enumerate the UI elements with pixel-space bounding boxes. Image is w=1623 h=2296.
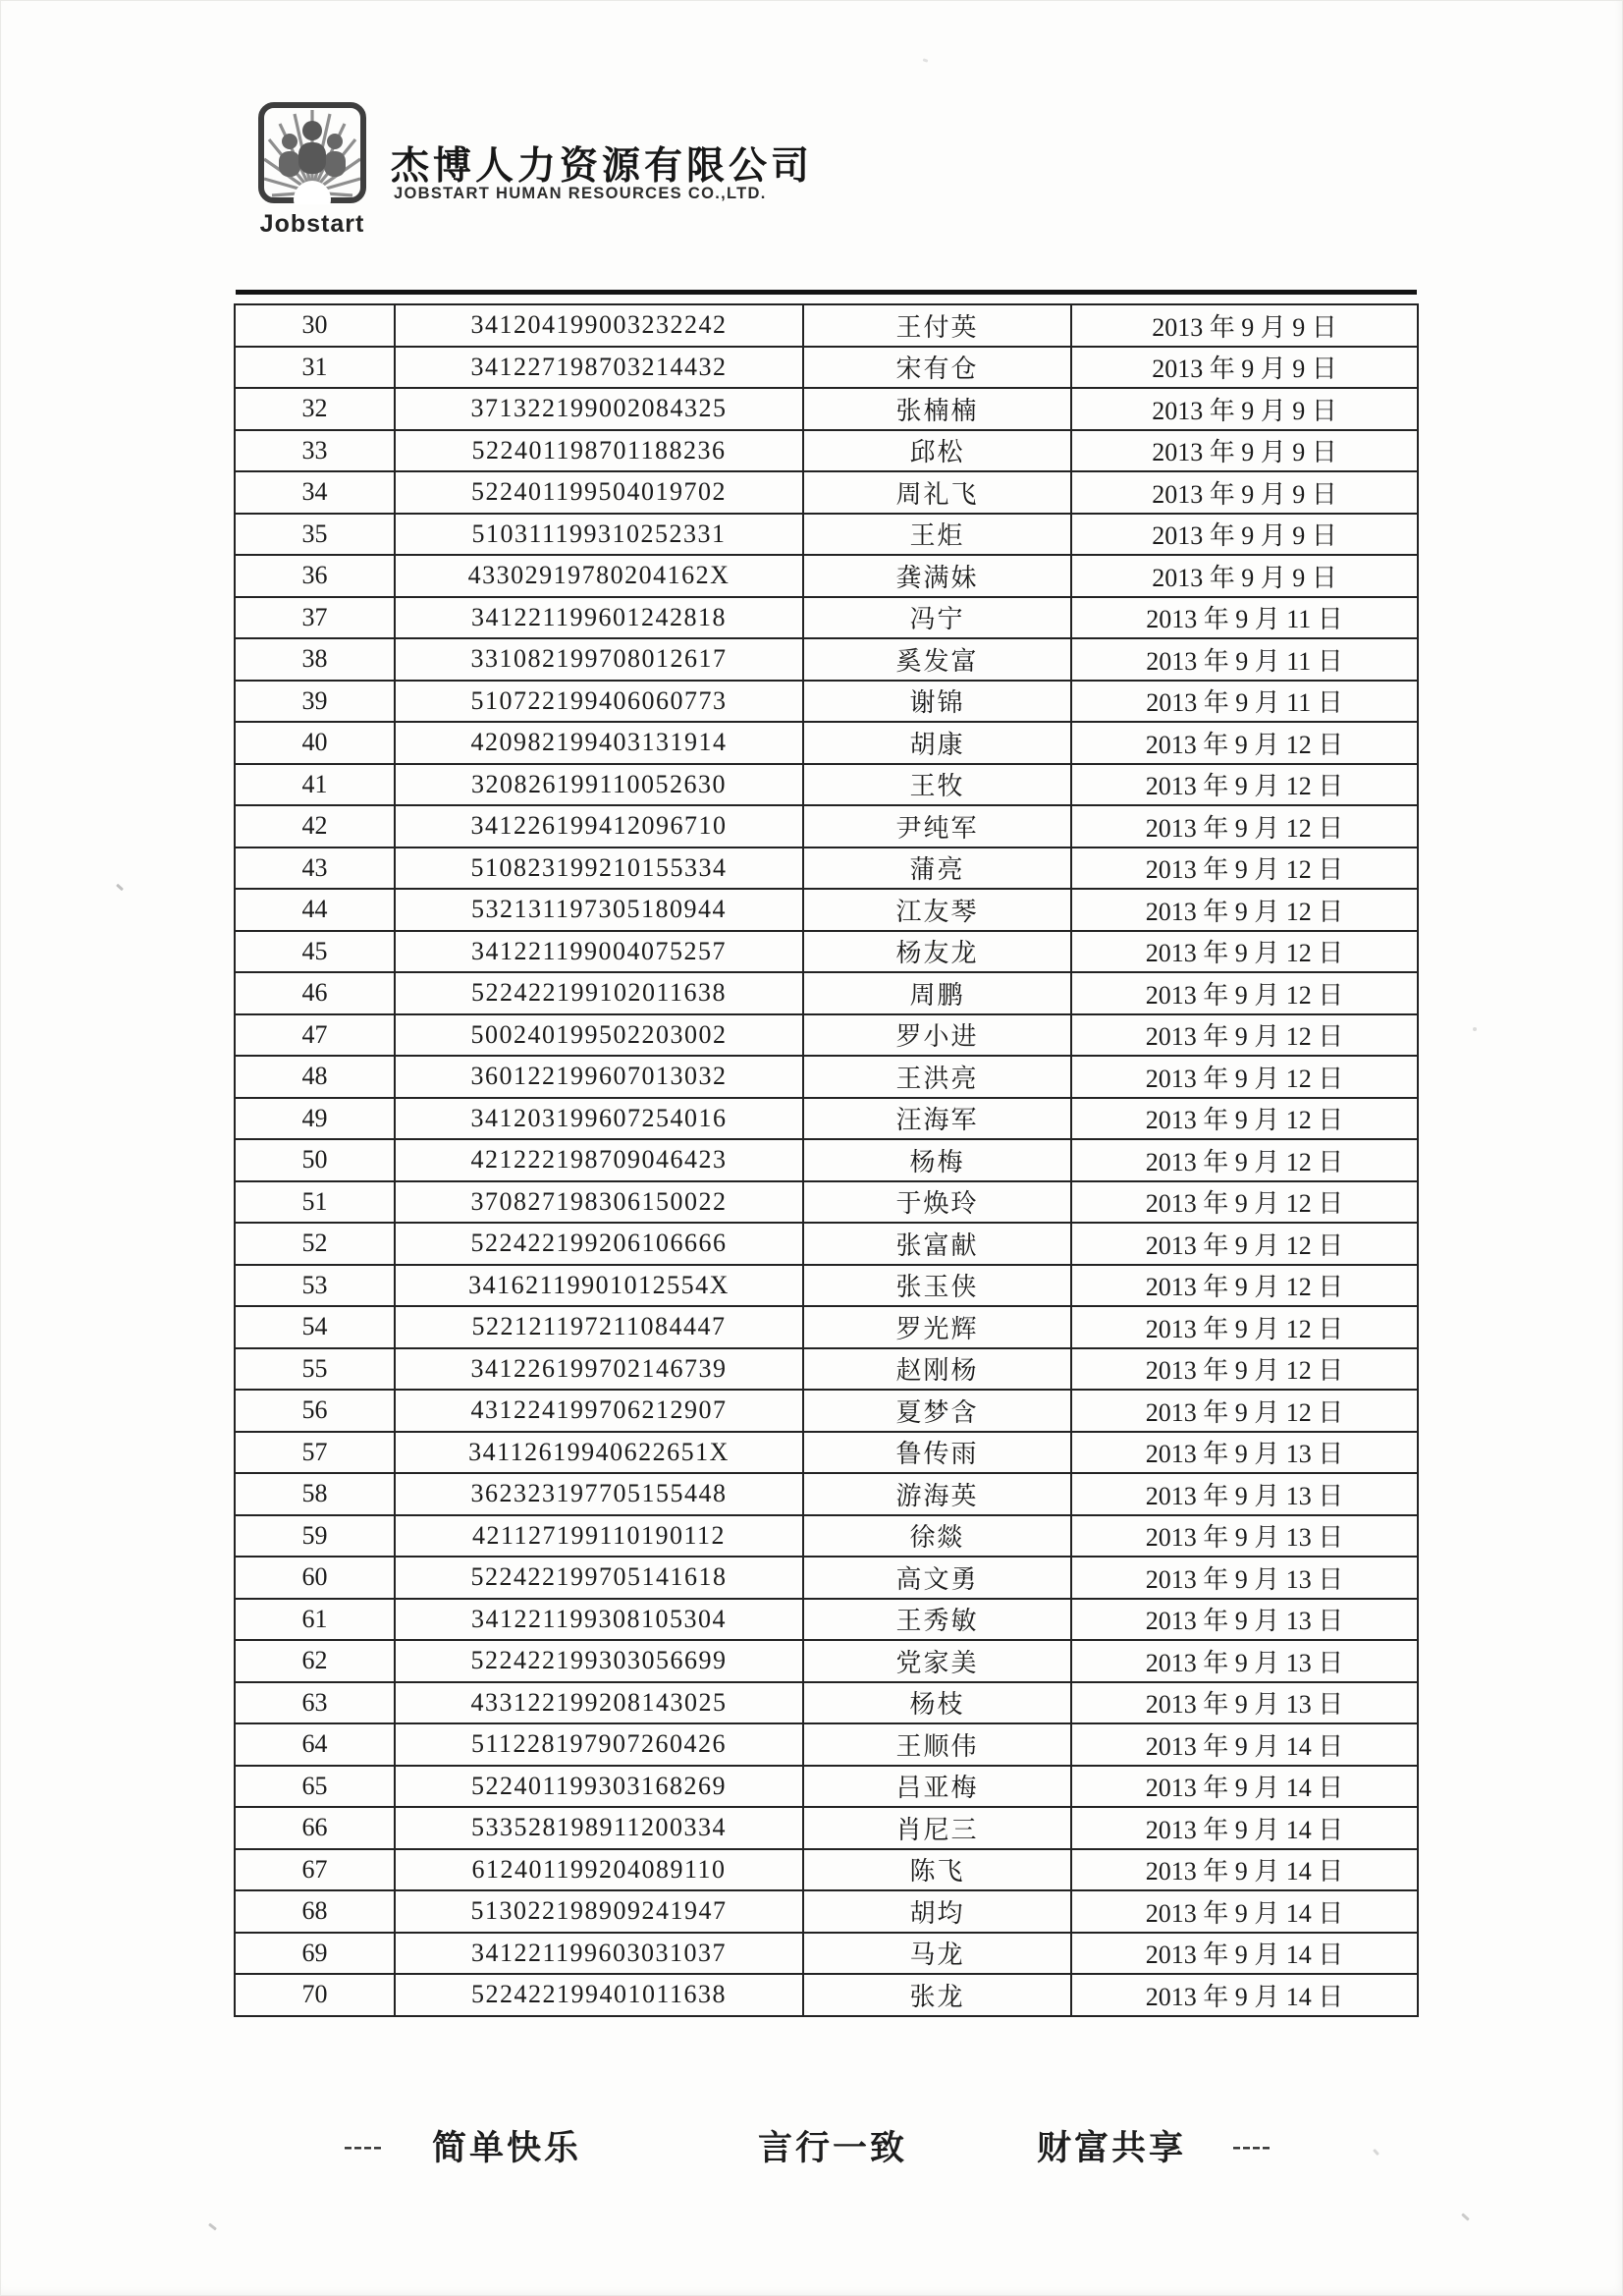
name-cell: 奚发富 [803, 638, 1071, 681]
name-cell: 汪海军 [803, 1098, 1071, 1140]
date-cell: 2013 年 9 月 12 日 [1071, 972, 1418, 1014]
date-cell: 2013 年 9 月 12 日 [1071, 1306, 1418, 1348]
row-number-cell: 38 [235, 638, 395, 681]
table-row [235, 1098, 1418, 1140]
id-number-cell: 510311199310252331 [395, 514, 803, 556]
name-cell: 尹纯军 [803, 805, 1071, 847]
table-row [235, 1682, 1418, 1724]
row-number-cell: 48 [235, 1056, 395, 1098]
name-cell: 高文勇 [803, 1557, 1071, 1599]
id-number-cell: 341226199412096710 [395, 805, 803, 847]
name-cell: 张玉侠 [803, 1265, 1071, 1307]
row-number-cell: 43 [235, 847, 395, 890]
id-number-cell: 431224199706212907 [395, 1390, 803, 1432]
row-number-cell: 39 [235, 681, 395, 723]
id-number-cell: 421127199110190112 [395, 1515, 803, 1558]
name-cell: 马龙 [803, 1933, 1071, 1975]
date-cell: 2013 年 9 月 12 日 [1071, 722, 1418, 764]
date-cell: 2013 年 9 月 12 日 [1071, 1056, 1418, 1098]
name-cell: 冯宁 [803, 597, 1071, 639]
table-row [235, 1139, 1418, 1181]
row-number-cell: 40 [235, 722, 395, 764]
id-number-cell: 331082199708012617 [395, 638, 803, 681]
row-number-cell: 46 [235, 972, 395, 1014]
id-number-cell: 522422199705141618 [395, 1557, 803, 1599]
table-row [235, 764, 1418, 806]
table-row [235, 1348, 1418, 1391]
scan-speckle [208, 2223, 217, 2231]
date-cell: 2013 年 9 月 13 日 [1071, 1432, 1418, 1474]
id-number-cell: 522121197211084447 [395, 1306, 803, 1348]
name-cell: 蒲亮 [803, 847, 1071, 890]
row-number-cell: 52 [235, 1223, 395, 1265]
name-cell: 吕亚梅 [803, 1766, 1071, 1808]
row-number-cell: 53 [235, 1265, 395, 1307]
scan-speckle [1373, 2149, 1380, 2156]
id-number-cell: 522422199102011638 [395, 972, 803, 1014]
date-cell: 2013 年 9 月 14 日 [1071, 1766, 1418, 1808]
name-cell: 王付英 [803, 304, 1071, 347]
table-row [235, 681, 1418, 723]
row-number-cell: 49 [235, 1098, 395, 1140]
row-number-cell: 61 [235, 1599, 395, 1641]
table-row [235, 1807, 1418, 1849]
row-number-cell: 36 [235, 555, 395, 597]
id-number-cell: 513022198909241947 [395, 1890, 803, 1933]
table-row [235, 471, 1418, 514]
id-number-cell: 371322199002084325 [395, 388, 803, 430]
table-row [235, 1640, 1418, 1682]
id-number-cell: 420982199403131914 [395, 722, 803, 764]
row-number-cell: 47 [235, 1014, 395, 1057]
table-row [235, 1974, 1418, 2016]
name-cell: 鲁传雨 [803, 1432, 1071, 1474]
letterhead-rule [236, 290, 1417, 295]
name-cell: 陈飞 [803, 1849, 1071, 1891]
scan-speckle [1473, 1027, 1477, 1031]
name-cell: 胡均 [803, 1890, 1071, 1933]
id-number-cell: 341221199601242818 [395, 597, 803, 639]
date-cell: 2013 年 9 月 14 日 [1071, 1849, 1418, 1891]
id-number-cell: 341221199004075257 [395, 931, 803, 973]
name-cell: 王炬 [803, 514, 1071, 556]
date-cell: 2013 年 9 月 11 日 [1071, 638, 1418, 681]
date-cell: 2013 年 9 月 13 日 [1071, 1599, 1418, 1641]
row-number-cell: 37 [235, 597, 395, 639]
scan-speckle [116, 884, 124, 892]
row-number-cell: 54 [235, 1306, 395, 1348]
row-number-cell: 41 [235, 764, 395, 806]
row-number-cell: 34 [235, 471, 395, 514]
table-row [235, 889, 1418, 931]
date-cell: 2013 年 9 月 12 日 [1071, 805, 1418, 847]
name-cell: 王洪亮 [803, 1056, 1071, 1098]
name-cell: 于焕玲 [803, 1181, 1071, 1224]
row-number-cell: 60 [235, 1557, 395, 1599]
name-cell: 罗光辉 [803, 1306, 1071, 1348]
row-number-cell: 65 [235, 1766, 395, 1808]
jobstart-logo-icon [254, 191, 370, 208]
name-cell: 邱松 [803, 430, 1071, 472]
date-cell: 2013 年 9 月 12 日 [1071, 1223, 1418, 1265]
row-number-cell: 33 [235, 430, 395, 472]
row-number-cell: 45 [235, 931, 395, 973]
date-cell: 2013 年 9 月 9 日 [1071, 430, 1418, 472]
date-cell: 2013 年 9 月 13 日 [1071, 1557, 1418, 1599]
date-cell: 2013 年 9 月 13 日 [1071, 1640, 1418, 1682]
table-row [235, 347, 1418, 389]
name-cell: 江友琴 [803, 889, 1071, 931]
footer-dashes-right: ---- [1232, 2131, 1271, 2160]
name-cell: 张龙 [803, 1974, 1071, 2016]
id-number-cell: 341227198703214432 [395, 347, 803, 389]
id-number-cell: 511228197907260426 [395, 1723, 803, 1766]
table-row [235, 722, 1418, 764]
date-cell: 2013 年 9 月 14 日 [1071, 1933, 1418, 1975]
scan-speckle [1461, 2213, 1470, 2220]
id-number-cell: 341226199702146739 [395, 1348, 803, 1391]
name-cell: 谢锦 [803, 681, 1071, 723]
id-number-cell: 522422199303056699 [395, 1640, 803, 1682]
row-number-cell: 70 [235, 1974, 395, 2016]
row-number-cell: 58 [235, 1473, 395, 1515]
date-cell: 2013 年 9 月 13 日 [1071, 1682, 1418, 1724]
date-cell: 2013 年 9 月 12 日 [1071, 889, 1418, 931]
id-number-cell: 522401199303168269 [395, 1766, 803, 1808]
date-cell: 2013 年 9 月 12 日 [1071, 1014, 1418, 1057]
name-cell: 徐燚 [803, 1515, 1071, 1558]
date-cell: 2013 年 9 月 13 日 [1071, 1473, 1418, 1515]
id-number-cell: 522401198701188236 [395, 430, 803, 472]
table-row [235, 805, 1418, 847]
name-cell: 赵刚杨 [803, 1348, 1071, 1391]
date-cell: 2013 年 9 月 11 日 [1071, 681, 1418, 723]
name-cell: 游海英 [803, 1473, 1071, 1515]
table-row [235, 638, 1418, 681]
row-number-cell: 32 [235, 388, 395, 430]
id-number-cell: 341221199603031037 [395, 1933, 803, 1975]
table-row [235, 388, 1418, 430]
date-cell: 2013 年 9 月 12 日 [1071, 1139, 1418, 1181]
scan-speckle [923, 58, 929, 63]
table-row [235, 555, 1418, 597]
id-number-cell: 341203199607254016 [395, 1098, 803, 1140]
row-number-cell: 31 [235, 347, 395, 389]
name-cell: 杨枝 [803, 1682, 1071, 1724]
table-row [235, 1723, 1418, 1766]
table-row [235, 972, 1418, 1014]
id-number-cell: 34112619940622651X [395, 1432, 803, 1474]
row-number-cell: 51 [235, 1181, 395, 1224]
row-number-cell: 30 [235, 304, 395, 347]
logo-wordmark: Jobstart [259, 210, 365, 238]
row-number-cell: 50 [235, 1139, 395, 1181]
name-cell: 党家美 [803, 1640, 1071, 1682]
roster-table [234, 303, 1419, 2017]
table-row [235, 597, 1418, 639]
date-cell: 2013 年 9 月 14 日 [1071, 1890, 1418, 1933]
date-cell: 2013 年 9 月 9 日 [1071, 514, 1418, 556]
date-cell: 2013 年 9 月 12 日 [1071, 931, 1418, 973]
id-number-cell: 433122199208143025 [395, 1682, 803, 1724]
id-number-cell: 421222198709046423 [395, 1139, 803, 1181]
table-row [235, 514, 1418, 556]
footer-dashes-left: ---- [344, 2131, 383, 2160]
table-row [235, 1056, 1418, 1098]
row-number-cell: 44 [235, 889, 395, 931]
id-number-cell: 500240199502203002 [395, 1014, 803, 1057]
table-row [235, 1306, 1418, 1348]
name-cell: 宋有仓 [803, 347, 1071, 389]
id-number-cell: 532131197305180944 [395, 889, 803, 931]
id-number-cell: 341221199308105304 [395, 1599, 803, 1641]
id-number-cell: 522401199504019702 [395, 471, 803, 514]
footer-slogan-simple-happy: 简单快乐 [432, 2129, 582, 2167]
table-row [235, 1432, 1418, 1474]
row-number-cell: 63 [235, 1682, 395, 1724]
row-number-cell: 69 [235, 1933, 395, 1975]
id-number-cell: 612401199204089110 [395, 1849, 803, 1891]
company-name-chinese: 杰博人力资源有限公司 [391, 145, 814, 188]
table-row [235, 1265, 1418, 1307]
table-row [235, 1223, 1418, 1265]
date-cell: 2013 年 9 月 9 日 [1071, 471, 1418, 514]
name-cell: 夏梦含 [803, 1390, 1071, 1432]
date-cell: 2013 年 9 月 12 日 [1071, 1348, 1418, 1391]
table-row [235, 1766, 1418, 1808]
row-number-cell: 59 [235, 1515, 395, 1558]
row-number-cell: 68 [235, 1890, 395, 1933]
footer-slogan-words-deeds: 言行一致 [758, 2129, 908, 2167]
date-cell: 2013 年 9 月 12 日 [1071, 1181, 1418, 1224]
name-cell: 杨梅 [803, 1139, 1071, 1181]
table-row [235, 1014, 1418, 1057]
date-cell: 2013 年 9 月 9 日 [1071, 555, 1418, 597]
name-cell: 罗小进 [803, 1014, 1071, 1057]
date-cell: 2013 年 9 月 13 日 [1071, 1515, 1418, 1558]
date-cell: 2013 年 9 月 9 日 [1071, 347, 1418, 389]
row-number-cell: 64 [235, 1723, 395, 1766]
row-number-cell: 35 [235, 514, 395, 556]
table-row [235, 1557, 1418, 1599]
date-cell: 2013 年 9 月 14 日 [1071, 1807, 1418, 1849]
table-row [235, 1515, 1418, 1558]
date-cell: 2013 年 9 月 14 日 [1071, 1974, 1418, 2016]
table-row [235, 1849, 1418, 1891]
name-cell: 张楠楠 [803, 388, 1071, 430]
table-row [235, 1390, 1418, 1432]
id-number-cell: 320826199110052630 [395, 764, 803, 806]
id-number-cell: 522422199206106666 [395, 1223, 803, 1265]
row-number-cell: 42 [235, 805, 395, 847]
row-number-cell: 66 [235, 1807, 395, 1849]
table-row [235, 931, 1418, 973]
id-number-cell: 34162119901012554X [395, 1265, 803, 1307]
table-row [235, 847, 1418, 890]
id-number-cell: 341204199003232242 [395, 304, 803, 347]
date-cell: 2013 年 9 月 12 日 [1071, 847, 1418, 890]
date-cell: 2013 年 9 月 14 日 [1071, 1723, 1418, 1766]
name-cell: 周鹏 [803, 972, 1071, 1014]
name-cell: 王秀敏 [803, 1599, 1071, 1641]
table-row [235, 304, 1418, 347]
id-number-cell: 43302919780204162X [395, 555, 803, 597]
row-number-cell: 62 [235, 1640, 395, 1682]
name-cell: 张富献 [803, 1223, 1071, 1265]
name-cell: 周礼飞 [803, 471, 1071, 514]
row-number-cell: 56 [235, 1390, 395, 1432]
row-number-cell: 57 [235, 1432, 395, 1474]
table-row [235, 1890, 1418, 1933]
company-logo [251, 102, 373, 239]
company-name-english: JOBSTART HUMAN RESOURCES CO.,LTD. [394, 185, 767, 202]
row-number-cell: 67 [235, 1849, 395, 1891]
date-cell: 2013 年 9 月 11 日 [1071, 597, 1418, 639]
name-cell: 肖尼三 [803, 1807, 1071, 1849]
id-number-cell: 362323197705155448 [395, 1473, 803, 1515]
id-number-cell: 370827198306150022 [395, 1181, 803, 1224]
id-number-cell: 360122199607013032 [395, 1056, 803, 1098]
id-number-cell: 533528198911200334 [395, 1807, 803, 1849]
row-number-cell: 55 [235, 1348, 395, 1391]
name-cell: 王顺伟 [803, 1723, 1071, 1766]
id-number-cell: 510823199210155334 [395, 847, 803, 890]
date-cell: 2013 年 9 月 12 日 [1071, 1265, 1418, 1307]
date-cell: 2013 年 9 月 12 日 [1071, 764, 1418, 806]
date-cell: 2013 年 9 月 12 日 [1071, 1390, 1418, 1432]
table-row [235, 430, 1418, 472]
footer-slogan-wealth-sharing: 财富共享 [1037, 2129, 1187, 2167]
id-number-cell: 522422199401011638 [395, 1974, 803, 2016]
name-cell: 王牧 [803, 764, 1071, 806]
table-row [235, 1933, 1418, 1975]
name-cell: 胡康 [803, 722, 1071, 764]
name-cell: 杨友龙 [803, 931, 1071, 973]
date-cell: 2013 年 9 月 9 日 [1071, 304, 1418, 347]
id-number-cell: 510722199406060773 [395, 681, 803, 723]
name-cell: 龚满妹 [803, 555, 1071, 597]
table-row [235, 1473, 1418, 1515]
date-cell: 2013 年 9 月 9 日 [1071, 388, 1418, 430]
table-row [235, 1599, 1418, 1641]
date-cell: 2013 年 9 月 12 日 [1071, 1098, 1418, 1140]
table-row [235, 1181, 1418, 1224]
roster-table-body [235, 304, 1418, 2016]
